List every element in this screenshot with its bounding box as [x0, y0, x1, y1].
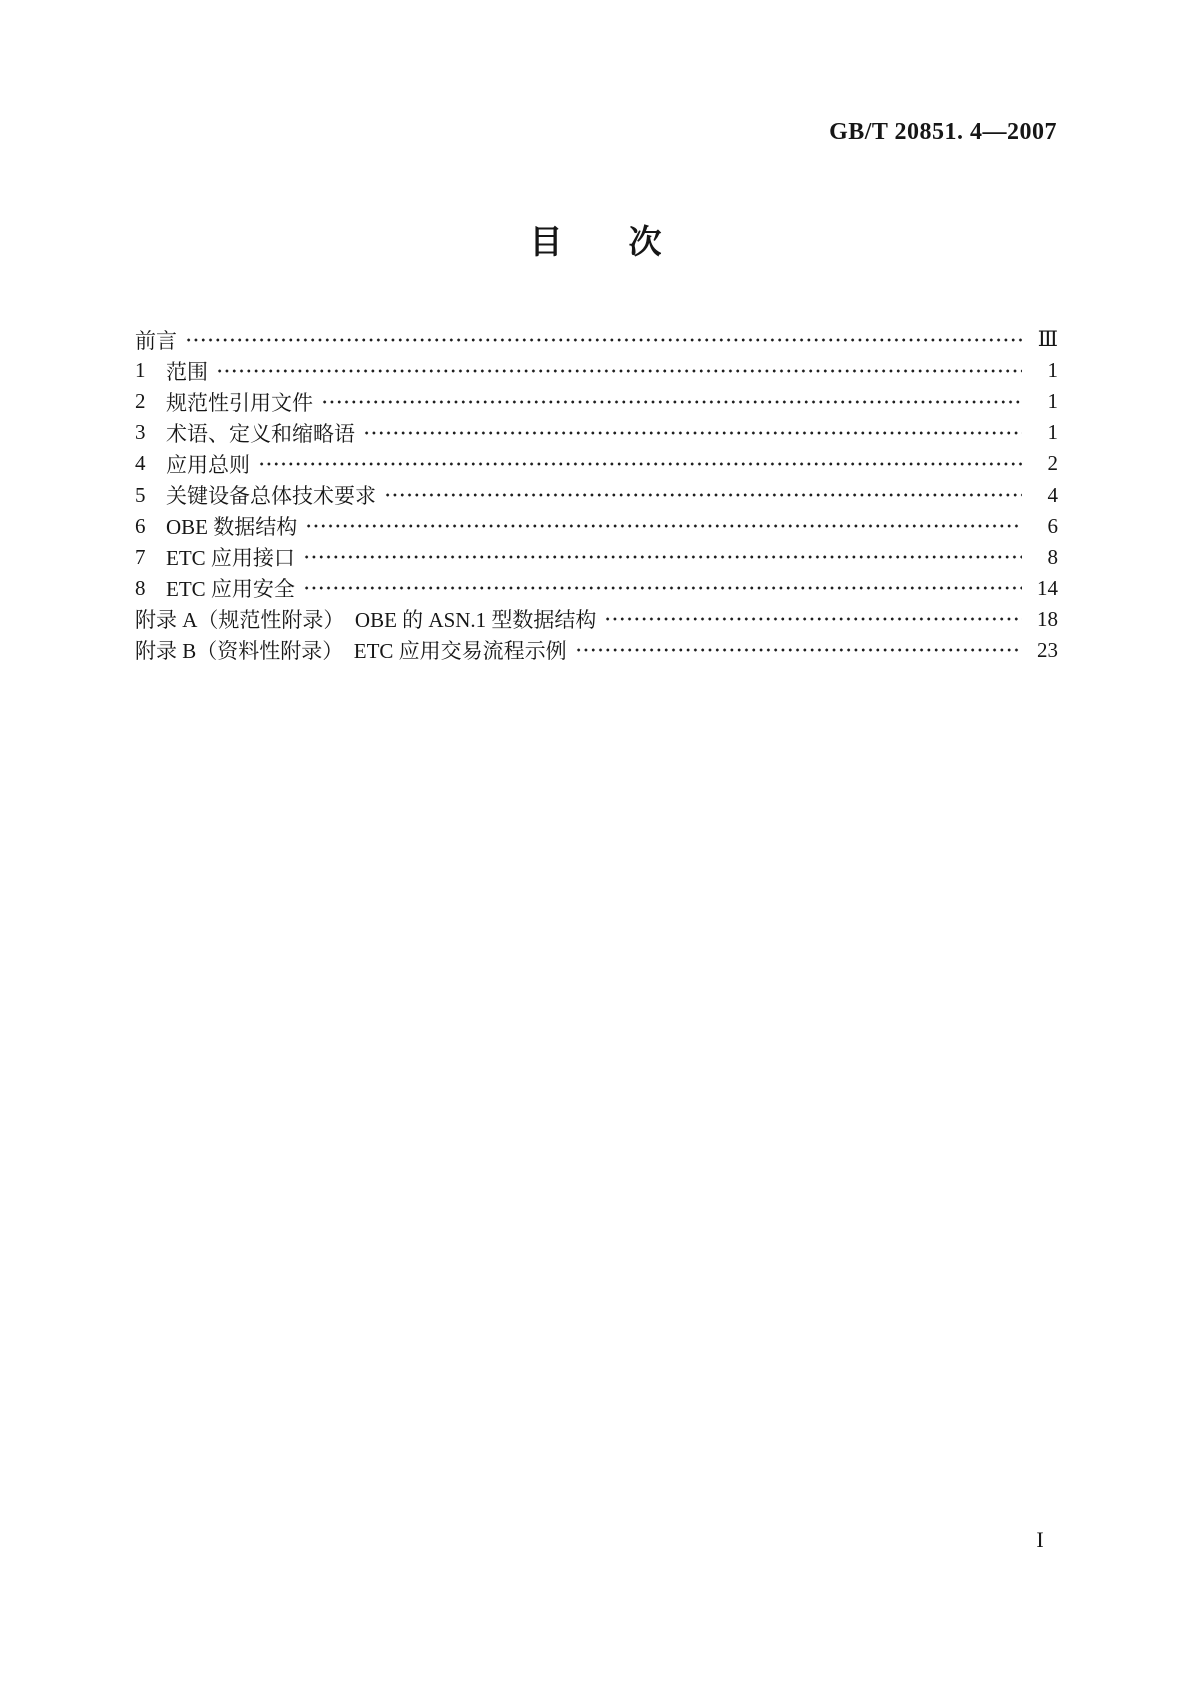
toc-entry-page: 18 — [1037, 606, 1058, 631]
toc-entry-page: 14 — [1037, 575, 1058, 600]
toc-entry-number: 3 — [135, 420, 146, 445]
toc-entry-label: ETC 应用接口 — [166, 546, 295, 571]
toc-row — [135, 479, 1058, 510]
toc-row — [135, 542, 1058, 573]
toc-entry-label: 前言 — [135, 328, 177, 353]
dot-leader — [258, 448, 1022, 479]
toc-entry-label: 应用总则 — [166, 452, 250, 477]
toc-entry-page: 1 — [1047, 389, 1058, 414]
toc-row — [135, 511, 1058, 542]
toc-entry-page: 6 — [1047, 513, 1058, 538]
toc-entry-page: 23 — [1037, 637, 1058, 662]
toc-entry-label: 规范性引用文件 — [166, 390, 313, 415]
toc-row — [135, 386, 1058, 417]
toc-entry-number: 2 — [135, 389, 146, 414]
toc-entry-number: 4 — [135, 451, 146, 476]
toc-entry-label: 附录 B（资料性附录） ETC 应用交易流程示例 — [135, 639, 567, 664]
toc-entry-page: 8 — [1047, 544, 1058, 569]
dot-leader — [303, 573, 1022, 604]
dot-leader — [604, 604, 1022, 635]
toc-entry-number: 6 — [135, 513, 146, 538]
toc-entry-page: 1 — [1047, 420, 1058, 445]
page-title: 目 次 — [529, 225, 662, 261]
toc-entry-page: 4 — [1047, 482, 1058, 507]
toc-row — [135, 573, 1058, 604]
toc-row — [135, 604, 1058, 635]
toc-row — [135, 635, 1058, 666]
toc-row — [135, 324, 1058, 355]
toc-row — [135, 355, 1058, 386]
table-of-contents — [135, 324, 1058, 666]
dot-leader — [216, 355, 1022, 386]
toc-entry-label: ETC 应用安全 — [166, 577, 295, 602]
dot-leader — [363, 417, 1022, 448]
toc-entry-label: OBE 数据结构 — [166, 515, 298, 540]
toc-entry-number: 7 — [135, 544, 146, 569]
toc-entry-label: 关键设备总体技术要求 — [166, 484, 376, 509]
toc-entry-label: 范围 — [166, 359, 208, 384]
dot-leader — [384, 479, 1022, 510]
toc-entry-number: 5 — [135, 482, 146, 507]
toc-entry-page: 1 — [1047, 358, 1058, 383]
dot-leader — [575, 635, 1022, 666]
dot-leader — [321, 386, 1022, 417]
toc-entry-label: 术语、定义和缩略语 — [166, 421, 355, 446]
dot-leader — [303, 542, 1022, 573]
dot-leader — [185, 324, 1022, 355]
toc-entry-page: 2 — [1047, 451, 1058, 476]
standard-code: GB/T 20851. 4—2007 — [829, 119, 1057, 145]
footer-page-number: I — [1036, 1527, 1044, 1552]
toc-row — [135, 448, 1058, 479]
toc-row — [135, 417, 1058, 448]
dot-leader — [305, 511, 1022, 542]
toc-entry-number: 1 — [135, 358, 146, 383]
toc-entry-page: Ⅲ — [1037, 327, 1058, 352]
toc-entry-label: 附录 A（规范性附录） OBE 的 ASN.1 型数据结构 — [135, 608, 597, 633]
toc-entry-number: 8 — [135, 575, 146, 600]
